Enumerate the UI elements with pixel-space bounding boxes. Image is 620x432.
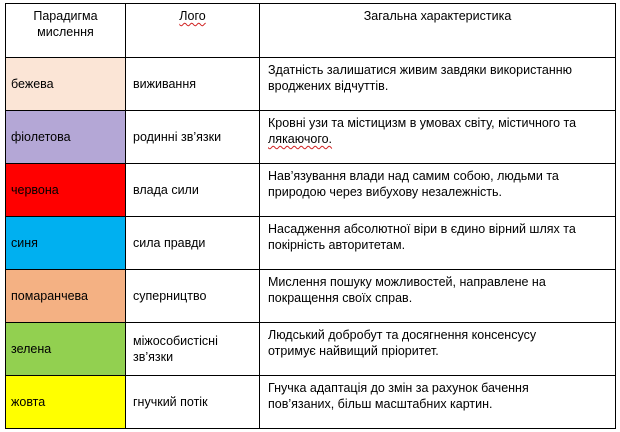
logo-line: міжособистісні [133, 334, 218, 348]
paradigm-cell: червона [6, 164, 126, 217]
logo-line: зв’язки [133, 350, 174, 364]
description-line: Насадження абсолютної віри в єдино вірний шлях та [268, 222, 576, 236]
paradigm-cell: фіолетова [6, 111, 126, 164]
logo-cell: виживання [126, 58, 260, 111]
logo-cell: влада сили [126, 164, 260, 217]
table-row [6, 164, 616, 217]
description-line: покірність авторитетам. [268, 238, 406, 252]
header-logo [126, 4, 260, 58]
table-row [6, 270, 616, 323]
logo-cell: сила правди [126, 217, 260, 270]
paradigm-table [5, 3, 616, 429]
table-row [6, 376, 616, 429]
paradigm-cell: синя [6, 217, 126, 270]
table-header-row [6, 4, 616, 58]
logo-cell: гнучкий потік [126, 376, 260, 429]
description-line: вроджених відчуттів. [268, 79, 389, 93]
header-paradigm-line2: мислення [37, 25, 94, 39]
description-line: Нав’язування влади над самим собою, людьми та [268, 169, 559, 183]
paradigm-cell: помаранчева [6, 270, 126, 323]
description-cell [260, 164, 616, 217]
logo-cell [126, 323, 260, 376]
table-row [6, 58, 616, 111]
logo-cell: суперництво [126, 270, 260, 323]
description-line: покращення своїх справ. [268, 291, 413, 305]
description-cell [260, 376, 616, 429]
logo-cell: родинні зв’язки [126, 111, 260, 164]
description-cell [260, 58, 616, 111]
header-paradigm [6, 4, 126, 58]
table-row [6, 111, 616, 164]
description-line: Людський добробут та досягнення консенсусу [268, 328, 537, 342]
table-row [6, 323, 616, 376]
table-row [6, 217, 616, 270]
description-cell [260, 323, 616, 376]
description-line: лякаючого. [268, 132, 333, 146]
description-cell [260, 270, 616, 323]
description-cell [260, 111, 616, 164]
description-cell [260, 217, 616, 270]
description-line: Гнучка адаптація до змін за рахунок бачення [268, 381, 529, 395]
description-line: отримує найвищий пріоритет. [268, 344, 439, 358]
paradigm-cell: зелена [6, 323, 126, 376]
header-paradigm-line1: Парадигма [33, 9, 98, 23]
paradigm-cell: бежева [6, 58, 126, 111]
description-line: природою через вибухову незалежність. [268, 185, 503, 199]
description-line: Мислення пошуку можливостей, направлене на [268, 275, 546, 289]
paradigm-cell: жовта [6, 376, 126, 429]
description-line: Здатність залишатися живим завдяки використанню [268, 63, 573, 77]
description-line: пов’язаних, більш масштабних картин. [268, 397, 493, 411]
description-line: Кровні узи та містицизм в умовах світу, містичного та [268, 116, 577, 130]
header-logo-label: Лого [179, 9, 206, 23]
header-characteristic: Загальна характеристика [260, 4, 616, 58]
